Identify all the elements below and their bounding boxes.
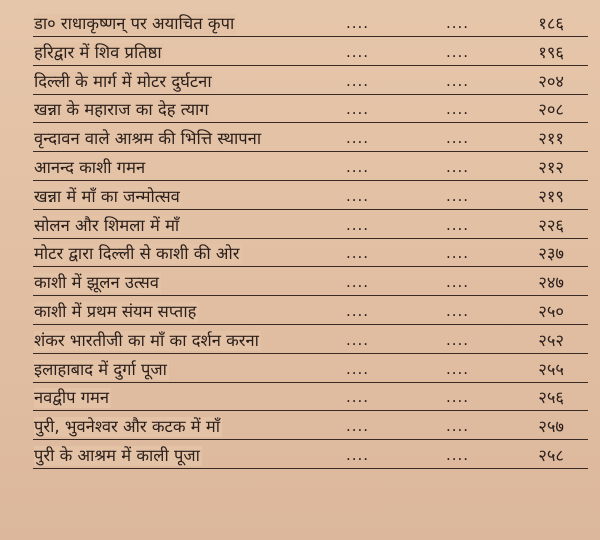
toc-entry-title: नवद्वीप गमन: [34, 388, 110, 408]
leader-dots: ....: [346, 359, 370, 378]
leader-dots: ....: [346, 129, 370, 148]
toc-entry-title: हरिद्वार में शिव प्रतिष्ठा: [34, 42, 162, 62]
leader-dots: ....: [346, 100, 370, 119]
toc-row: [0, 39, 600, 68]
toc-row: [0, 413, 600, 442]
leader-dots: ....: [346, 157, 370, 176]
toc-entry-page: १८६: [538, 14, 564, 33]
leader-dots: ....: [446, 186, 470, 205]
leader-dots: ....: [446, 359, 470, 378]
leader-dots: ....: [346, 186, 370, 205]
toc-entry-title: पुरी, भुवनेश्वर और कटक में माँ: [34, 417, 221, 437]
row-rule: [33, 238, 588, 239]
leader-dots: ....: [446, 417, 470, 436]
row-rule: [33, 36, 588, 37]
toc-entry-page: २३७: [538, 244, 564, 264]
toc-row: [0, 212, 600, 241]
leader-dots: ....: [446, 42, 470, 61]
leader-dots: ....: [446, 273, 470, 292]
leader-dots: ....: [346, 417, 370, 436]
toc-entry-title: खन्ना में माँ का जन्मोत्सव: [34, 186, 180, 206]
toc-entry-page: २५५: [538, 359, 564, 379]
toc-entry-title: दिल्ली के मार्ग में मोटर दुर्घटना: [34, 71, 212, 91]
leader-dots: ....: [446, 14, 470, 32]
toc-row: [0, 154, 600, 183]
toc-entry-title: वृन्दावन वाले आश्रम की भित्ति स्थापना: [34, 129, 262, 149]
toc-row: [0, 327, 600, 356]
row-rule: [33, 94, 588, 95]
leader-dots: ....: [446, 71, 470, 90]
leader-dots: ....: [346, 42, 370, 61]
row-rule: [33, 266, 588, 267]
toc-entry-title: पुरी के आश्रम में काली पूजा: [34, 445, 200, 465]
table-of-contents: [0, 10, 600, 471]
row-rule: [33, 410, 588, 411]
toc-entry-page: १९६: [538, 42, 564, 62]
toc-entry-page: २४७: [538, 273, 564, 293]
toc-row: [0, 125, 600, 154]
leader-dots: ....: [346, 388, 370, 407]
toc-entry-page: २१९: [538, 186, 564, 206]
row-rule: [33, 382, 588, 383]
toc-entry-title: काशी में झूलन उत्सव: [34, 273, 159, 293]
toc-entry-page: २५२: [538, 330, 564, 350]
row-rule: [33, 353, 588, 354]
toc-row: [0, 240, 600, 269]
toc-row: [0, 356, 600, 385]
toc-entry-page: २०८: [538, 100, 564, 120]
toc-entry-title: डा० राधाकृष्णन् पर अयाचित कृपा: [34, 14, 235, 33]
row-rule: [33, 209, 588, 210]
leader-dots: ....: [446, 100, 470, 119]
toc-entry-page: २५७: [538, 417, 564, 437]
toc-row: [0, 298, 600, 327]
row-rule: [33, 151, 588, 152]
leader-dots: ....: [446, 301, 470, 320]
toc-entry-page: २११: [538, 129, 564, 149]
toc-row: [0, 183, 600, 212]
leader-dots: ....: [446, 445, 470, 464]
toc-row: [0, 96, 600, 125]
toc-entry-page: २१२: [538, 157, 564, 177]
row-rule: [33, 180, 588, 181]
toc-row: [0, 269, 600, 298]
leader-dots: ....: [346, 330, 370, 349]
row-rule: [33, 295, 588, 296]
leader-dots: ....: [346, 71, 370, 90]
toc-row: [0, 10, 600, 39]
toc-entry-title: आनन्द काशी गमन: [34, 157, 146, 177]
toc-entry-page: २०४: [538, 71, 564, 91]
leader-dots: ....: [346, 215, 370, 234]
toc-entry-page: २५६: [538, 388, 564, 408]
row-rule: [33, 65, 588, 66]
toc-entry-page: २५०: [538, 301, 564, 321]
toc-row: [0, 68, 600, 97]
leader-dots: ....: [346, 445, 370, 464]
toc-entry-title: शंकर भारतीजी का माँ का दर्शन करना: [34, 330, 259, 350]
leader-dots: ....: [446, 244, 470, 263]
leader-dots: ....: [346, 14, 370, 32]
toc-entry-title: खन्ना के महाराज का देह त्याग: [34, 100, 209, 120]
toc-row: [0, 442, 600, 471]
toc-entry-title: सोलन और शिमला में माँ: [34, 215, 180, 235]
row-rule: [33, 439, 588, 440]
toc-row: [0, 384, 600, 413]
row-rule: [33, 324, 588, 325]
toc-entry-title: काशी में प्रथम संयम सप्ताह: [34, 301, 197, 321]
toc-entry-page: २५८: [538, 445, 564, 465]
leader-dots: ....: [446, 129, 470, 148]
toc-entry-title: इलाहाबाद में दुर्गा पूजा: [34, 359, 167, 379]
toc-entry-page: २२६: [538, 215, 564, 235]
toc-entry-title: मोटर द्वारा दिल्ली से काशी की ओर: [34, 244, 240, 264]
row-rule: [33, 122, 588, 123]
leader-dots: ....: [346, 244, 370, 263]
leader-dots: ....: [346, 273, 370, 292]
leader-dots: ....: [446, 330, 470, 349]
row-rule: [33, 468, 588, 469]
leader-dots: ....: [446, 388, 470, 407]
leader-dots: ....: [446, 215, 470, 234]
leader-dots: ....: [446, 157, 470, 176]
leader-dots: ....: [346, 301, 370, 320]
